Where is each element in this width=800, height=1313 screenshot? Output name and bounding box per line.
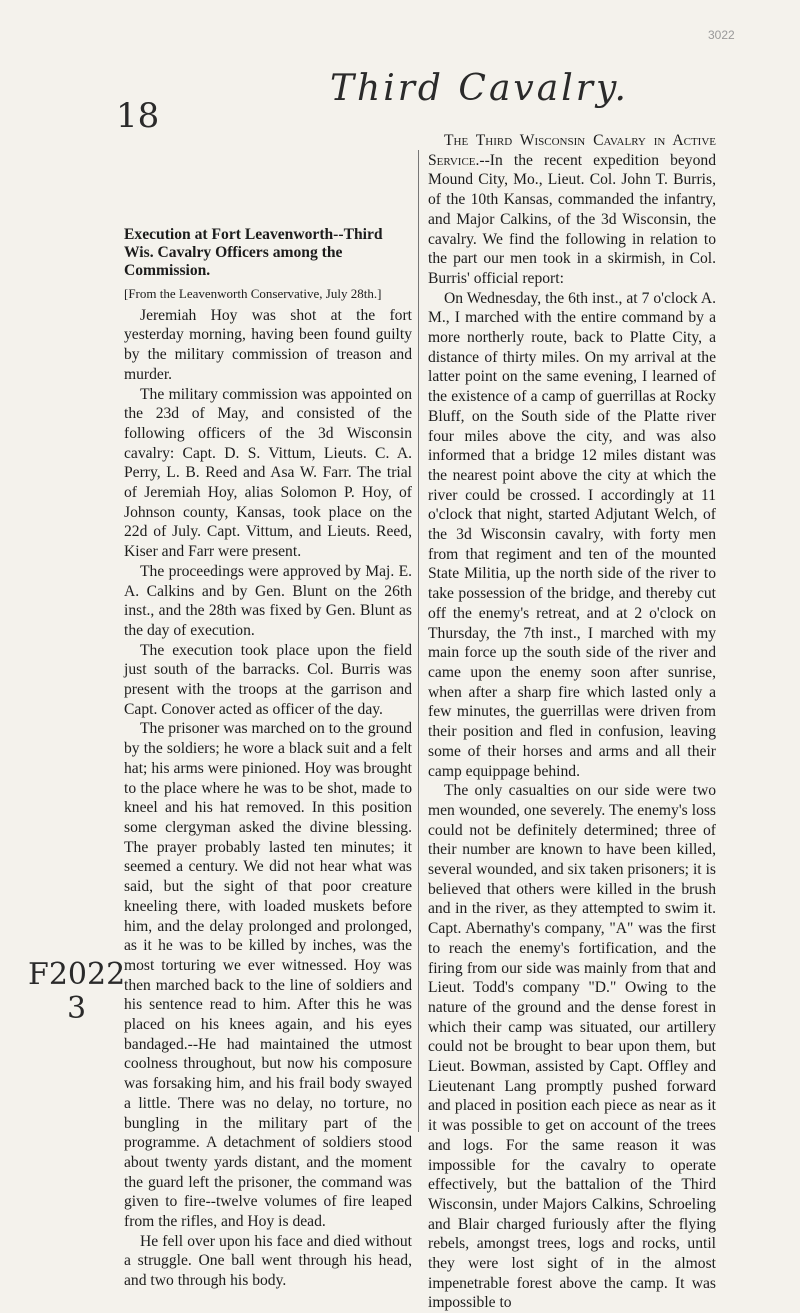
article-paragraph: Jeremiah Hoy was shot at the fort yesterday morning, having been found guilty by the military commission of treason and murder. [124, 306, 412, 383]
lead-title: The Third Wisconsin Cavalry in Active Service. [428, 132, 716, 169]
column-divider [418, 150, 419, 1132]
archive-stamp: 3022 [708, 28, 735, 42]
article-paragraph: The only casualties on our side were two men wounded, one severely. The enemy's loss could not be definitely determined; three of their number are known to have been killed, several wounded, and six taken prisoners; it is believed that others were killed in the brush and in the river, as they attempted to swim it. Capt. Abernathy's company, "A" was the first to reach the enemy's fortification, and the firing from our side was mainly from that and Lieut. Todd's company "D." Owing to the nature of the ground and the dense forest in which their camp was situated, our artillery could not be brought to bear upon them, but Lieut. Bowman, assisted by Capt. Offley and Lieutenant Lang promptly pushed forward and placed in position each piece as near as it it was possible to get on account of the trees and logs. For the same reason it was impossible for the cavalry to operate effectively, but the battalion of the Third Wisconsin, under Majors Calkins, Schroeling and Blair charged furiously after the flying rebels, amongst trees, logs and rocks, until they were lost sight of in the almost impenetrable forest above the camp. It was impossible to [428, 782, 716, 1312]
article-paragraph: He fell over upon his face and died without a struggle. One ball went through his head, and two through his body. [124, 1232, 412, 1290]
lead-text: --In the recent expedition beyond Mound City, Mo., Lieut. Col. John T. Burris, of the 10th Kansas, commanded the infantry, and Major Calkins, of the 3d Wisconsin, the cavalry. We find the following in relation to the part our men took in a skirmish, in Col. Burris' official report: [428, 151, 716, 287]
article-paragraph: On Wednesday, the 6th inst., at 7 o'clock A. M., I marched with the entire command by a more northerly route, back to Platte City, a distance of thirty miles. On my arrival at the latter point on the same evening, I learned of the existence of a camp of guerrillas at Rocky Bluff, on the South side of the Platte river four miles above the city, and was also informed that a bridge 12 miles distant was the nearest point above the city at which the river could be crossed. I accordingly at 11 o'clock that night, started Adjutant Welch, of the 3d Wisconsin cavalry, with forty men from that regiment and ten of the mounted State Militia, up the north side of the river to take possession of the bridge, and thereby cut off the enemy's retreat, and at 2 o'clock on Thursday, the 7th inst., I marched with my main force up the south side of the river and came upon the enemy soon after sunrise, when after a sharp fire which lasted only a few minutes, the guerrillas were driven from their position and fled in confusion, leaving some of their horses and arms and all their camp equippage behind. [428, 289, 716, 780]
handwritten-catalog-number [28, 958, 125, 1026]
article-paragraph: The proceedings were approved by Maj. E. A. Calkins and by Gen. Blunt on the 26th inst., and the 28th was fixed by Gen. Blunt as the day of execution. [124, 562, 412, 639]
article-paragraph: The prisoner was marched on to the ground by the soldiers; he wore a black suit and a felt hat; his arms were pinioned. Hoy was brought to the place where he was to be shot, made to kneel and his hat removed. In this position some clergyman asked the divine blessing. The prayer probably lasted ten minutes; it seemed a century. We did not hear what was said, but the sight of that poor creature kneeling there, with loaded muskets before him, and the delay prolonged and prolonged, as it he was to be killed by inches, was the most torturing we ever witnessed. Hoy was then marched back to the line of soldiers and his sentence read to him. After this he was placed on his knees again, and his eyes bandaged.--He had maintained the utmost coolness throughout, but now his composure was forsaking him, and his frail body swayed a little. There was no delay, no torture, no bungling in the military part of the programme. A detachment of soldiers stood about twenty yards distant, and the moment the guard left the prisoner, the command was given to fire--twelve volumes of fire leaped from the rifles, and Hoy is dead. [124, 720, 412, 1231]
article-paragraph: The execution took place upon the field just south of the barracks. Col. Burris was present with the troops at the garrison and Capt. Conover acted as officer of the day. [124, 641, 412, 718]
article-paragraph: The military commission was appointed on the 23d of May, and consisted of the following officers of the 3d Wisconsin cavalry: Capt. D. S. Vittum, Lieuts. C. A. Perry, L. B. Reed and Asa W. Farr. The trial of Jeremiah Hoy, alias Solomon P. Hoy, of Johnson county, Kansas, took place on the 22d of July. Capt. Vittum, and Lieuts. Reed, Kiser and Farr were present. [124, 385, 412, 561]
right-article [428, 131, 716, 1313]
article-source-line: [From the Leavenworth Conservative, July 28th.] [124, 286, 382, 301]
catalog-number-main: F2022 [28, 957, 126, 992]
left-article [124, 226, 412, 1291]
handwritten-page-number: 18 [116, 96, 160, 136]
lead-paragraph [428, 131, 716, 289]
catalog-number-sub: 3 [67, 991, 87, 1026]
handwritten-topic-note: Third Cavalry. [330, 68, 629, 109]
article-headline: Execution at Fort Leavenworth--Third Wis. Cavalry Officers among the Commission. [124, 226, 383, 279]
